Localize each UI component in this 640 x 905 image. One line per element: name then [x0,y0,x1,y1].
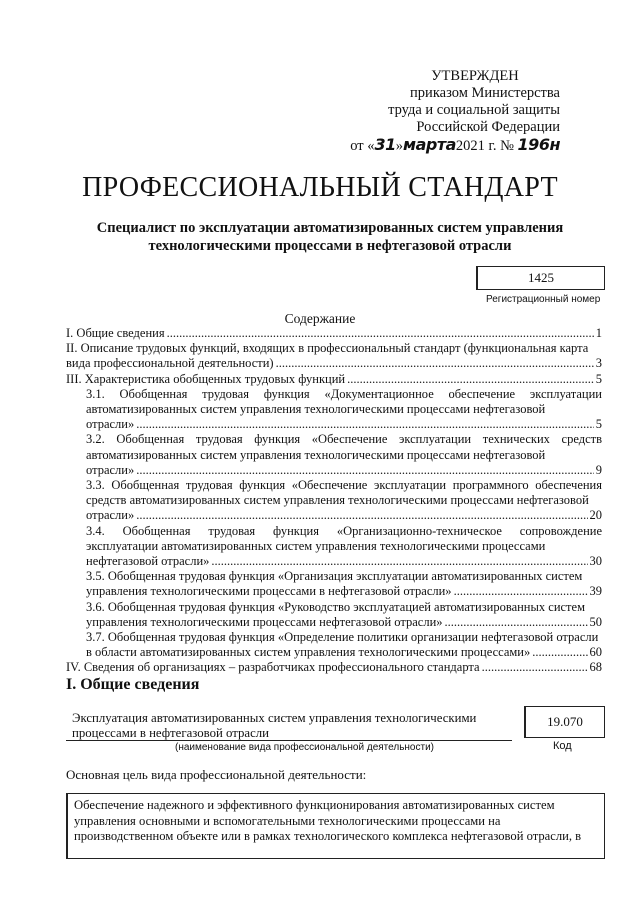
toc-entry-title: отрасли» [86,508,135,523]
activity-caption: (наименование вида профессиональной деятельности) [175,742,434,753]
toc-page-number: 60 [589,645,602,660]
toc-leader-dots [136,463,594,478]
toc-page-number: 5 [595,417,602,432]
toc-leader-dots [347,372,594,387]
toc-leader-dots [136,417,594,432]
toc-entry-text: 3.1. Обобщенная трудовая функция «Документационное обеспечение эксплуатации автоматизированных систем управления технологическими процессами нефтегазовой [86,386,602,417]
toc-entry-title: отрасли» [86,462,135,477]
toc-entry-line [86,645,602,660]
toc-entry-text: II. Описание трудовых функций, входящих в профессиональный стандарт (функциональная карта [66,341,589,356]
toc-leader-dots [276,356,594,371]
date-prefix: от « [350,138,375,154]
activity-line-2: процессами в нефтегазовой отрасли [72,726,270,740]
toc-entry-text: 3.3. Обобщенная трудовая функция «Обеспечение эксплуатации программного обеспечения средств автоматизированных систем управления технологическими процессами нефтегазовой [86,478,602,508]
toc-entry-title: I. Общие сведения [66,326,165,340]
toc-entry-title: в области автоматизированных систем управления технологическими процессами» [86,645,531,660]
toc-entry [66,569,602,599]
contents-heading: Содержание [284,311,356,326]
toc-leader-dots [211,554,587,569]
toc-entry [66,326,602,341]
date-year: 2021 г. № [455,138,514,154]
toc-page-number: 68 [589,660,602,675]
toc-entry [66,387,602,433]
toc-page-number: 50 [589,614,602,629]
toc-leader-dots [445,615,588,630]
toc-entry-line [66,660,602,675]
toc-entry-line [86,463,602,478]
activity-code-box: 19.070 [524,706,605,738]
toc-entry-title: отрасли» [86,417,135,432]
toc-entry-text: 3.6. Обобщенная трудовая функция «Руководство эксплуатацией автоматизированных систем [86,599,585,614]
toc-leader-dots [532,645,587,660]
order-number: 196н [517,135,560,154]
goal-label: Основная цель вида профессиональной деятельности: [66,767,367,782]
toc-entry-title: вида профессиональной деятельности) [66,356,274,371]
date-day: 31 [374,135,396,154]
approval-date [300,136,560,155]
toc-entry-line [86,508,602,523]
toc-entry-line [86,584,602,599]
toc-leader-dots [454,584,588,599]
approval-country: Российской Федерации [416,119,560,135]
toc-page-number: 5 [595,371,602,386]
approval-title: УТВЕРЖДЕН [431,68,519,84]
approval-order: приказом Министерства [410,85,560,101]
toc-entry-title: управления технологическими процессами в нефтегазовой отрасли» [86,584,452,599]
toc-page-number: 3 [595,356,602,371]
goal-line-1: Обеспечение надежного и эффективного функционирования автоматизированных систем [74,798,555,812]
toc-entry [66,341,602,371]
toc-entry-text: 3.7. Обобщенная трудовая функция «Определение политики организации нефтегазовой отрасли [86,630,599,645]
toc-entry [66,630,602,660]
registration-number-box: 1425 [476,266,605,290]
approval-block [300,68,560,155]
toc-entry-line [86,554,602,569]
toc-entry-text: 3.4. Обобщенная трудовая функция «Организационно-техническое сопровождение эксплуатации автоматизированных систем управления технологическими процессами [86,523,602,553]
toc-entry-title: управления технологическими процессами нефтегазовой отрасли» [86,614,443,629]
toc-entry-title: нефтегазовой отрасли» [86,554,210,569]
date-mid: » [395,138,403,154]
subtitle-line-1: Специалист по эксплуатации автоматизированных систем управления [96,220,564,236]
toc-entry [66,372,602,387]
standard-subtitle [70,219,590,255]
goal-text [74,798,594,845]
toc-leader-dots [136,508,587,523]
toc-entry-title: IV. Сведения об организациях – разработчиках профессионального стандарта [66,660,480,675]
activity-name [72,711,492,741]
toc-leader-dots [167,326,594,341]
toc-page-number: 1 [595,326,602,340]
toc-entry-line [66,326,602,341]
toc-leader-dots [482,660,588,675]
toc-entry [66,660,602,675]
goal-line-3: производственном объекте или в рамках технологического комплекса нефтегазовой отрасли, в [74,829,582,843]
toc-entry-line [66,372,602,387]
page-title: ПРОФЕССИОНАЛЬНЫЙ СТАНДАРТ [82,172,558,203]
approval-ministry: труда и социальной защиты [388,102,560,118]
toc-entry-line [86,615,602,630]
table-of-contents [66,326,602,676]
date-month: марта [402,135,456,154]
toc-page-number: 20 [589,508,602,523]
goal-line-2: управления основными и вспомогательными технологическими процессами на [74,813,501,828]
toc-entry-line [86,417,602,432]
registration-number-label: Регистрационный номер [486,294,601,305]
activity-line-1: Эксплуатация автоматизированных систем управления технологическими [72,711,477,725]
toc-page-number: 9 [595,462,602,477]
toc-entry [66,478,602,524]
toc-page-number: 39 [589,584,602,599]
toc-entry [66,524,602,570]
subtitle-line-2: технологическими процессами в нефтегазовой отрасли [148,238,512,254]
toc-entry [66,432,602,478]
activity-code-caption: Код [553,740,572,752]
section-heading: I. Общие сведения [66,676,200,693]
activity-underline [66,740,512,741]
toc-entry [66,600,602,630]
toc-entry-text: 3.2. Обобщенная трудовая функция «Обеспечение эксплуатации технических средств автоматизированных систем управления технологическими процессами нефтегазовой [86,432,602,462]
toc-entry-line [66,356,602,371]
toc-entry-text: 3.5. Обобщенная трудовая функция «Организация эксплуатации автоматизированных систем [86,569,583,584]
toc-entry-title: III. Характеристика обобщенных трудовых функций [66,371,346,386]
toc-page-number: 30 [589,554,602,569]
